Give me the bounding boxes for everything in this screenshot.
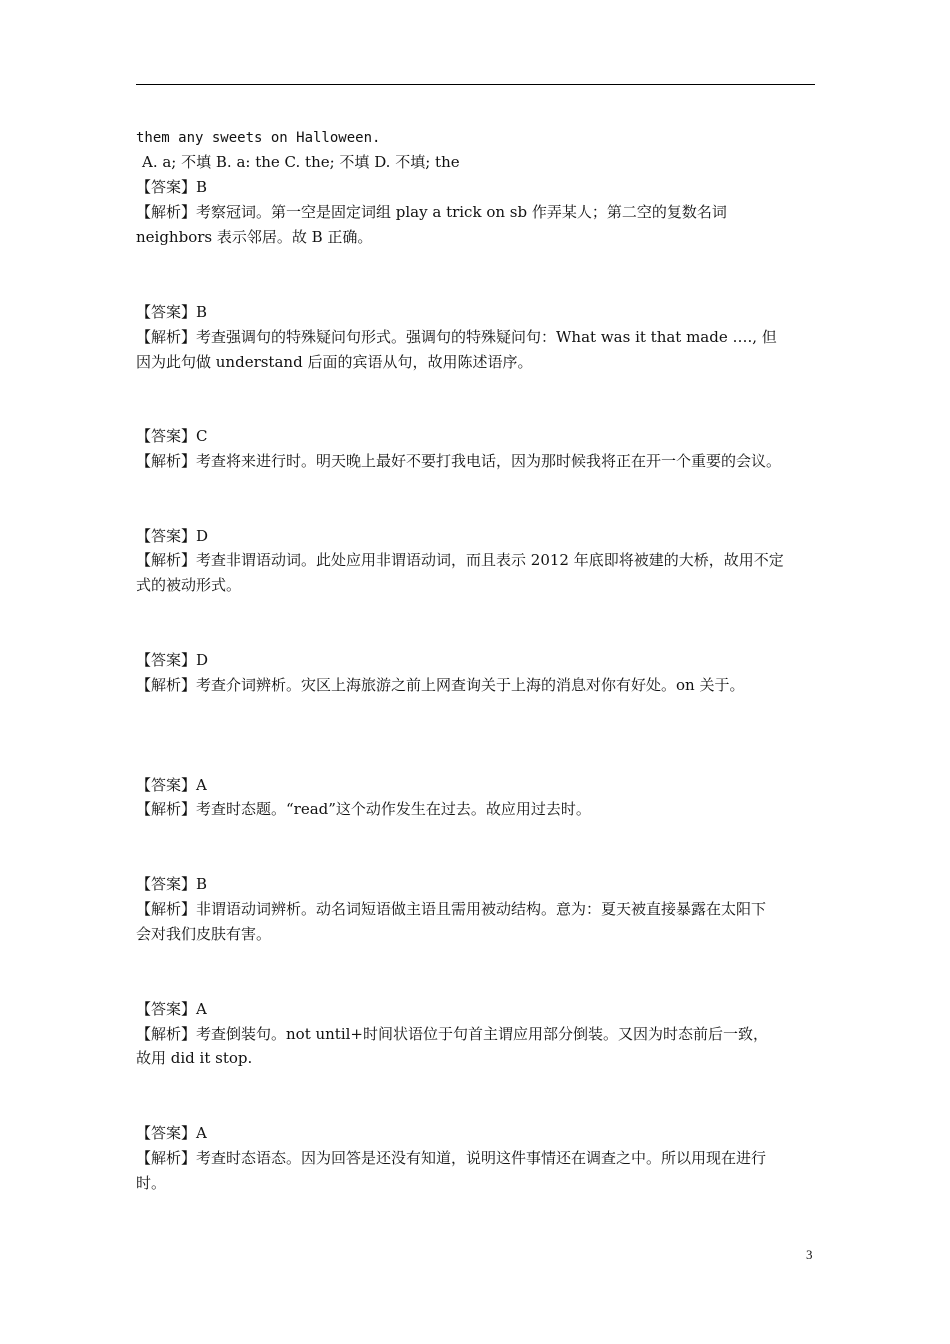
- analysis-5-line-1: 【解析】考查介词辨析。灾区上海旅游之前上网查询关于上海的消息对你有好处。on 关于。: [136, 676, 745, 694]
- answer-5: 【答案】D: [136, 651, 209, 669]
- answer-1: 【答案】B: [136, 178, 208, 196]
- analysis-4-line-1: 【解析】考查非谓语动词。此处应用非谓语动词，而且表示 2012 年底即将被建的大桥，故用不定: [136, 551, 784, 569]
- analysis-2-line-2: 因为此句做 understand 后面的宾语从句，故用陈述语序。: [136, 353, 533, 371]
- answer-9: 【答案】A: [136, 1124, 207, 1142]
- analysis-6-line-1: 【解析】考查时态题。“read”这个动作发生在过去。故应用过去时。: [136, 800, 591, 818]
- analysis-8-line-2: 故用 did it stop.: [136, 1049, 253, 1067]
- analysis-4-line-2: 式的被动形式。: [136, 576, 242, 594]
- answer-4: 【答案】D: [136, 527, 209, 545]
- question-options: A. a; 不填 B. a: the C. the; 不填 D. 不填; the: [142, 153, 460, 171]
- analysis-1-line-2: neighbors 表示邻居。故 B 正确。: [136, 228, 373, 246]
- page-number: 3: [806, 1247, 813, 1262]
- analysis-9-line-2: 时。: [136, 1174, 167, 1192]
- analysis-8-line-1: 【解析】考查倒装句。not until+时间状语位于句首主谓应用部分倒装。又因为时态前后一致，: [136, 1025, 769, 1043]
- answer-6: 【答案】A: [136, 776, 207, 794]
- answer-3: 【答案】C: [136, 427, 208, 445]
- analysis-9-line-1: 【解析】考查时态语态。因为回答是还没有知道，说明这件事情还在调查之中。所以用现在进行: [136, 1149, 767, 1167]
- analysis-2-line-1: 【解析】考查强调句的特殊疑问句形式。强调句的特殊疑问句：What was it that made …., 但: [136, 328, 777, 346]
- analysis-7-line-1: 【解析】非谓语动词辨析。动名词短语做主语且需用被动结构。意为：夏天被直接暴露在太阳下: [136, 900, 767, 918]
- question-tail-text: them any sweets on Halloween.: [136, 130, 381, 146]
- analysis-3-line-1: 【解析】考查将来进行时。明天晚上最好不要打我电话，因为那时候我将正在开一个重要的会议。: [136, 452, 782, 470]
- analysis-7-line-2: 会对我们皮肤有害。: [136, 925, 272, 943]
- answer-8: 【答案】A: [136, 1000, 207, 1018]
- header-rule: [136, 84, 815, 85]
- answer-2: 【答案】B: [136, 303, 208, 321]
- answer-7: 【答案】B: [136, 875, 208, 893]
- analysis-1-line-1: 【解析】考察冠词。第一空是固定词组 play a trick on sb 作弄某人；第二空的复数名词: [136, 203, 727, 221]
